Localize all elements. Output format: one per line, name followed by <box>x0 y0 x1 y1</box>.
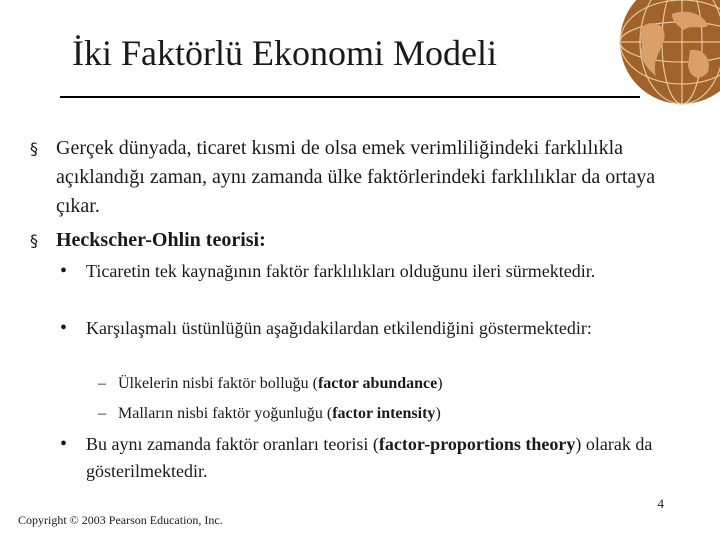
copyright-notice: Copyright © 2003 Pearson Education, Inc. <box>18 513 223 527</box>
sub-sub-bullet-2-text: Malların nisbi faktör yoğunluğu (factor intensity) <box>118 405 441 422</box>
square-bullet-icon: § <box>30 139 38 158</box>
dash-bullet-icon: – <box>98 375 106 392</box>
square-bullet-icon: § <box>30 231 38 250</box>
title-rule <box>60 96 640 98</box>
dot-bullet-icon: • <box>60 260 68 282</box>
dash-bullet-icon: – <box>98 405 106 422</box>
sub-bullet-3-text: Bu aynı zamanda faktör oranları teorisi (factor-proportions theory) olarak da gösterilmektedir. <box>86 434 653 481</box>
sub-bullet-1-text: Ticaretin tek kaynağının faktör farklılıkları olduğunu ileri sürmektedir. <box>86 261 596 281</box>
globe-icon <box>612 0 720 112</box>
slide-title: İki Faktörlü Ekonomi Modeli <box>72 33 497 73</box>
bullet-2-text: Heckscher-Ohlin teorisi: <box>56 229 266 251</box>
sub-bullet-2-text: Karşılaşmalı üstünlüğün aşağıdakilardan etkilendiğini göstermektedir: <box>86 318 592 338</box>
dot-bullet-icon: • <box>60 317 68 339</box>
sub-sub-bullet-1-text: Ülkelerin nisbi faktör bolluğu (factor abundance) <box>118 375 443 392</box>
bullet-1-text: Gerçek dünyada, ticaret kısmi de olsa emek verimliliğindeki farklılıkla açıklandığı zaman, aynı zamanda ülke faktörlerindeki farklılıklar da ortaya çıkar. <box>56 137 656 217</box>
page-number: 4 <box>657 496 664 511</box>
dot-bullet-icon: • <box>60 433 68 455</box>
